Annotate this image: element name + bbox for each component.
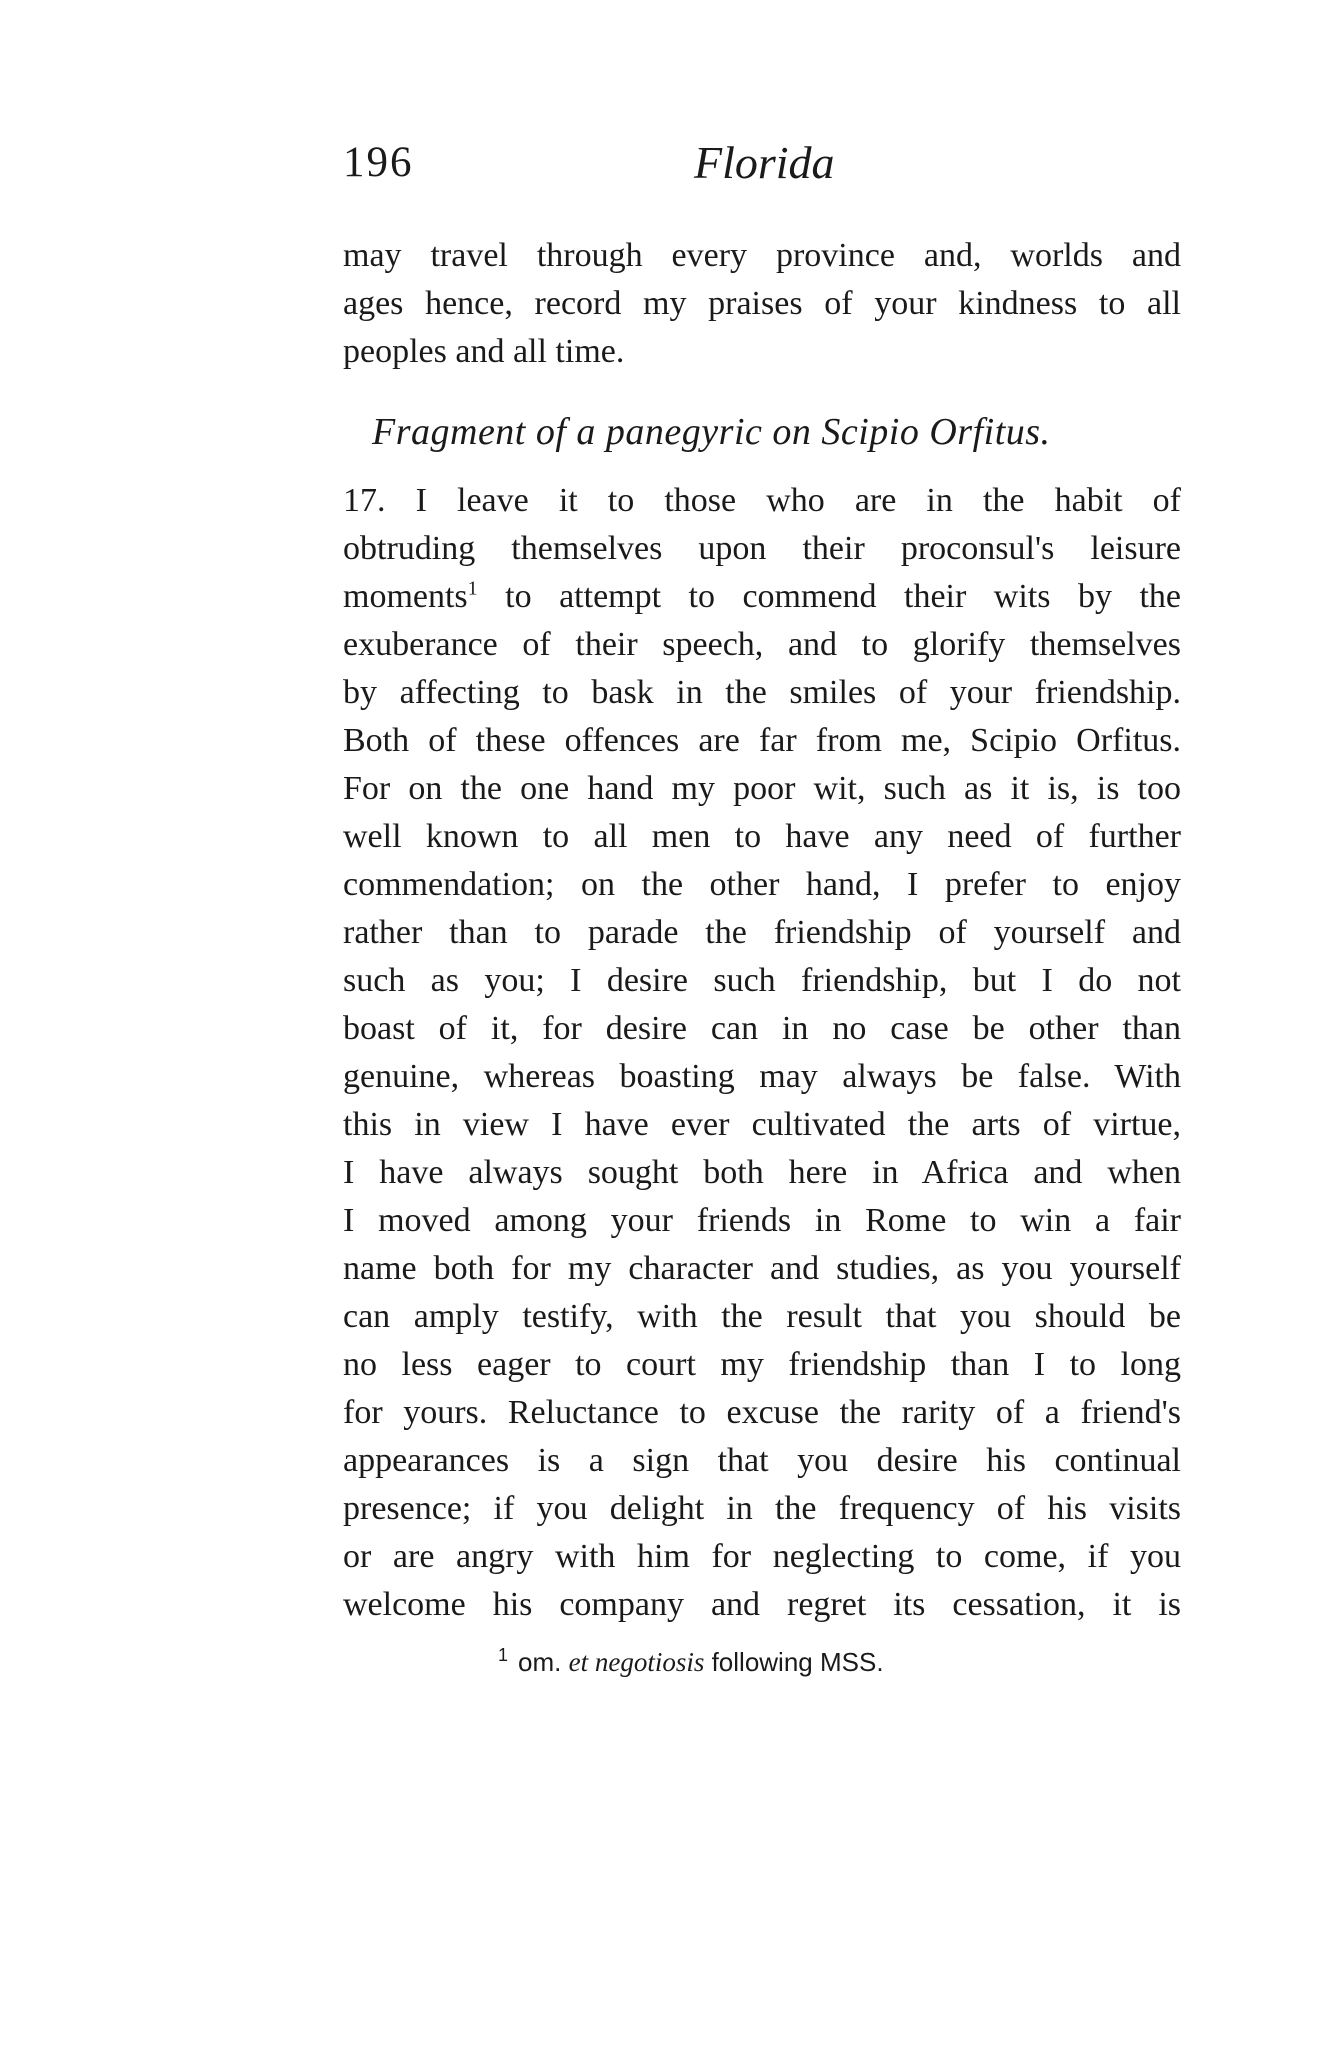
- text-line: no less eager to court my friendship than I to long: [343, 1346, 1181, 1383]
- text-line: presence; if you delight in the frequency of his visits: [343, 1490, 1181, 1527]
- page-number: 196: [343, 139, 414, 186]
- text-line: or are angry with him for neglecting to come, if you: [343, 1538, 1181, 1575]
- text-line: welcome his company and regret its cessation, it is: [343, 1586, 1181, 1623]
- text-line: genuine, whereas boasting may always be false. With: [343, 1058, 1181, 1095]
- text-line: boast of it, for desire can in no case be other than: [343, 1010, 1181, 1047]
- text-line: for yours. Reluctance to excuse the rarity of a friend's: [343, 1394, 1181, 1431]
- text-line: ages hence, record my praises of your kindness to all: [343, 285, 1181, 322]
- footnote: [498, 1647, 884, 1678]
- body-paragraph: [343, 477, 1181, 1629]
- footnote-prefix: om.: [518, 1647, 562, 1677]
- footnote-latin: et negotiosis: [568, 1647, 705, 1677]
- text-line: exuberance of their speech, and to glorify themselves: [343, 626, 1181, 663]
- text-line: this in view I have ever cultivated the arts of virtue,: [343, 1106, 1181, 1143]
- text-line: obtruding themselves upon their proconsul's leisure: [343, 530, 1181, 567]
- text-line: commendation; on the other hand, I prefer to enjoy: [343, 866, 1181, 903]
- text-line: rather than to parade the friendship of yourself and: [343, 914, 1181, 951]
- text-line: well known to all men to have any need of further: [343, 818, 1181, 855]
- text-line: can amply testify, with the result that you should be: [343, 1298, 1181, 1335]
- section-heading: Fragment of a panegyric on Scipio Orfitus.: [372, 411, 1051, 453]
- text-line: peoples and all time.: [343, 333, 625, 370]
- running-title: Florida: [694, 137, 835, 188]
- text-line: I moved among your friends in Rome to win a fair: [343, 1202, 1181, 1239]
- text-line-with-footnote: [343, 573, 1181, 621]
- text-fragment: moments: [343, 578, 468, 615]
- text-line: For on the one hand my poor wit, such as it is, is too: [343, 770, 1181, 807]
- page-header: [343, 138, 1181, 198]
- text-line: Both of these offences are far from me, Scipio Orfitus.: [343, 722, 1181, 759]
- footnote-number: 1: [498, 1645, 509, 1666]
- text-line: I have always sought both here in Africa and when: [343, 1154, 1181, 1191]
- text-line: name both for my character and studies, as you yourself: [343, 1250, 1181, 1287]
- text-fragment: to attempt to commend their wits by the: [505, 578, 1181, 615]
- text-line: by affecting to bask in the smiles of your friendship.: [343, 674, 1181, 711]
- text-line: such as you; I desire such friendship, but I do not: [343, 962, 1181, 999]
- text-line: may travel through every province and, worlds and: [343, 237, 1181, 274]
- footnote-marker: 1: [467, 577, 478, 600]
- text-line: appearances is a sign that you desire his continual: [343, 1442, 1181, 1479]
- footnote-suffix: following MSS.: [711, 1647, 884, 1677]
- intro-paragraph: [343, 232, 1181, 376]
- text-line: 17. I leave it to those who are in the habit of: [343, 482, 1181, 519]
